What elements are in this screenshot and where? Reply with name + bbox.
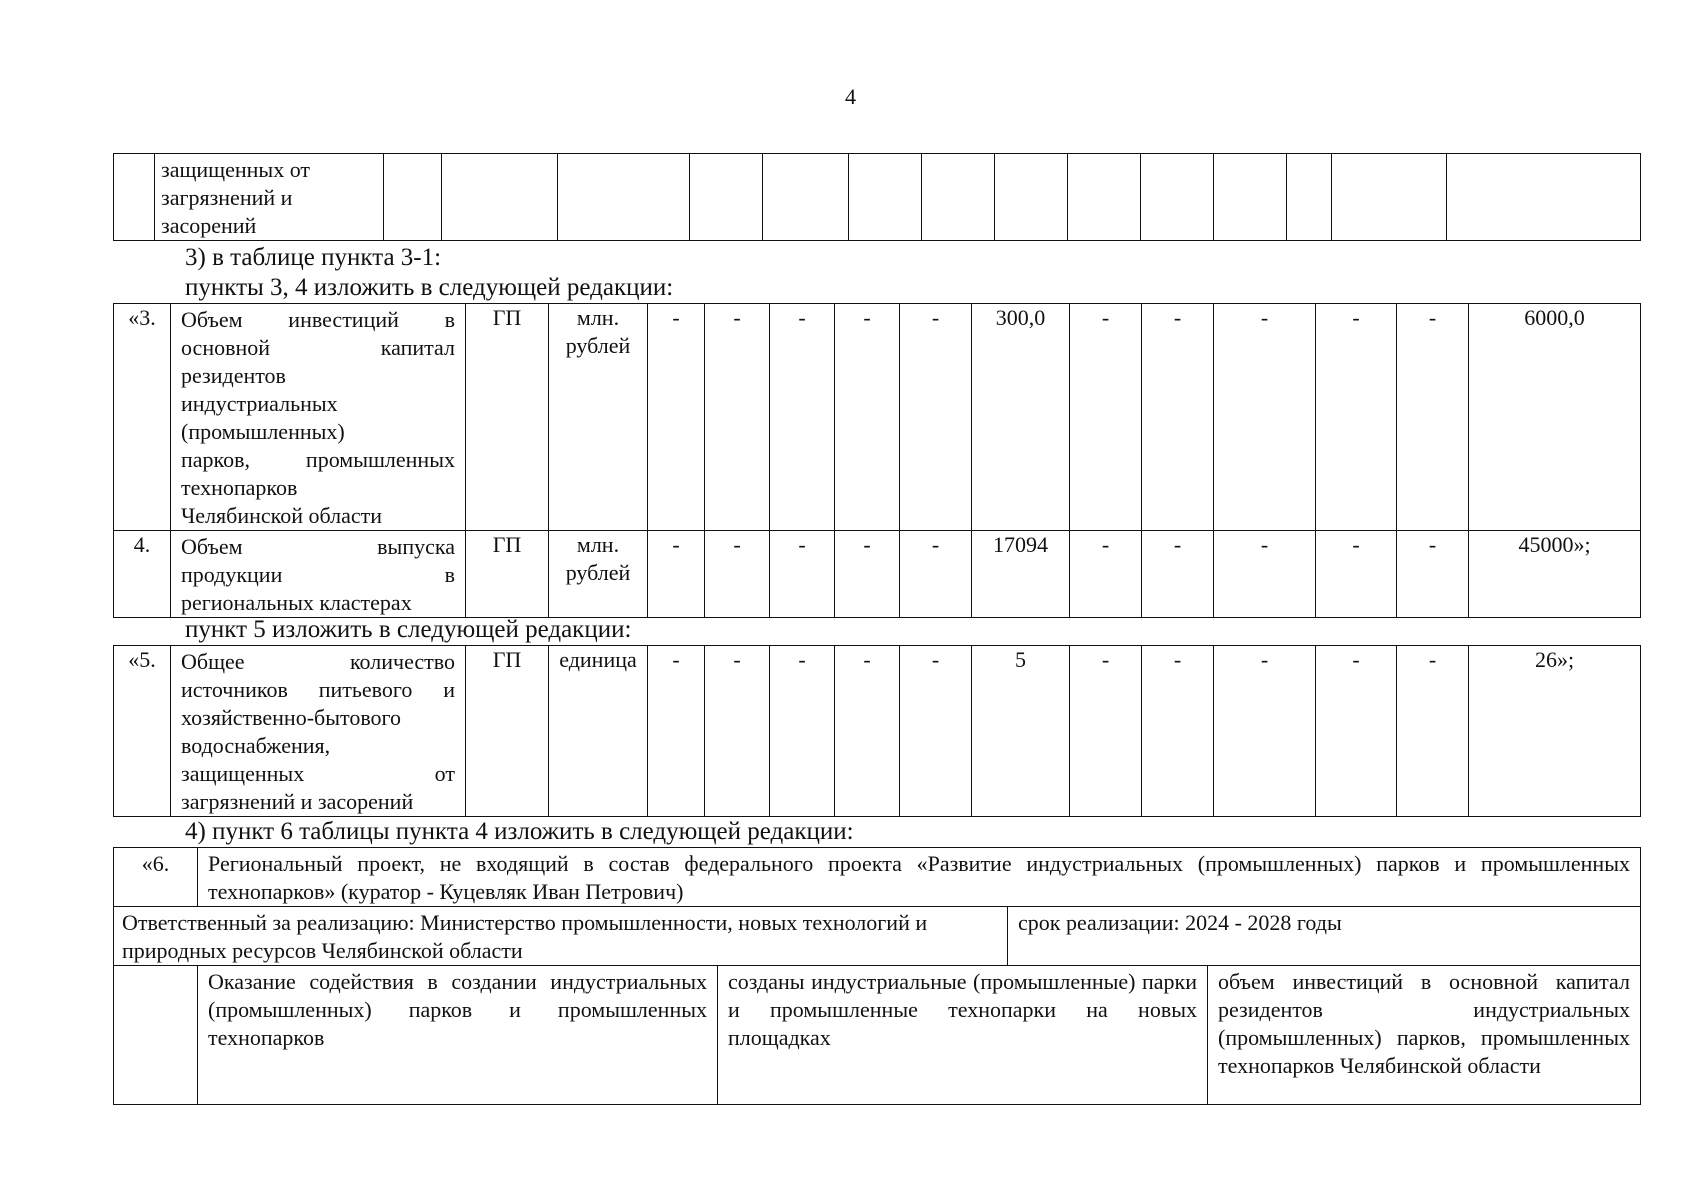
table-row bbox=[114, 646, 1641, 817]
row-number: «3. bbox=[114, 304, 171, 531]
final-value: 6000,0 bbox=[1469, 304, 1641, 531]
table-row bbox=[114, 907, 1641, 966]
name-line: Объем выпуска bbox=[181, 534, 455, 559]
instruction-point-6: 4) пункт 6 таблицы пункта 4 изложить в следующей редакции: bbox=[185, 818, 854, 845]
value-cell: - bbox=[1397, 646, 1469, 817]
result-cell bbox=[718, 966, 1208, 1105]
term-cell bbox=[1008, 907, 1641, 966]
table-row bbox=[114, 304, 1641, 531]
name-line: водоснабжения, bbox=[181, 733, 331, 758]
table-row bbox=[114, 531, 1641, 618]
value-cell: - bbox=[835, 531, 900, 618]
value-cell: - bbox=[1214, 646, 1316, 817]
fragment-line: защищенных от bbox=[161, 157, 311, 182]
responsible-cell bbox=[114, 907, 1008, 966]
value-cell: - bbox=[900, 531, 972, 618]
name-line: источников питьевого и bbox=[181, 677, 455, 702]
row-number: «5. bbox=[114, 646, 171, 817]
fragment-line: засорений bbox=[161, 213, 257, 238]
unit-line: рублей bbox=[565, 560, 631, 585]
name-line: (промышленных) bbox=[181, 419, 345, 444]
row-number: «6. bbox=[114, 848, 198, 907]
page-number: 4 bbox=[845, 84, 856, 109]
value-cell: 17094 bbox=[972, 531, 1070, 618]
fragment-line: загрязнений и bbox=[161, 185, 293, 210]
unit: единица bbox=[549, 646, 648, 817]
final-value: 45000»; bbox=[1469, 531, 1641, 618]
instruction-points-3-4: пункты 3, 4 изложить в следующей редакции: bbox=[185, 274, 674, 301]
indicator-cell bbox=[1208, 966, 1641, 1105]
value-cell: - bbox=[835, 646, 900, 817]
responsible-text: Ответственный за реализацию: Министерство промышленности, новых технологий и природных ресурсов Челябинской области bbox=[122, 910, 928, 963]
value-cell: - bbox=[1397, 531, 1469, 618]
instruction-point-5: пункт 5 изложить в следующей редакции: bbox=[185, 616, 632, 643]
indicator-text: объем инвестиций в основной капитал резидентов индустриальных (промышленных) парков, промышленных технопарков Челябинской области bbox=[1218, 969, 1630, 1078]
name-line: индустриальных bbox=[181, 391, 338, 416]
task-text: Оказание содействия в создании индустриальных (промышленных) парков и промышленных технопарков bbox=[208, 969, 707, 1050]
table-row-5 bbox=[113, 645, 1641, 817]
table-rows-3-4 bbox=[113, 303, 1641, 618]
value-cell: - bbox=[900, 304, 972, 531]
value-cell: - bbox=[1214, 304, 1316, 531]
indicator-name bbox=[171, 304, 466, 531]
value-cell: - bbox=[1142, 646, 1214, 817]
value-cell: - bbox=[1214, 531, 1316, 618]
value-cell: - bbox=[648, 531, 705, 618]
value-cell: - bbox=[705, 531, 770, 618]
fragment-name-cell bbox=[155, 154, 384, 241]
value-cell: 300,0 bbox=[972, 304, 1070, 531]
value-cell: - bbox=[1397, 304, 1469, 531]
value-cell: - bbox=[1316, 646, 1397, 817]
name-line: технопарков bbox=[181, 475, 298, 500]
name-line: Общее количество bbox=[181, 649, 455, 674]
value-cell: - bbox=[1142, 304, 1214, 531]
name-line: резидентов bbox=[181, 363, 286, 388]
project-text: Региональный проект, не входящий в состав федерального проекта «Развитие индустриальных (промышленных) парков и промышленных технопарков» (куратор - Куцевляк Иван Петрович) bbox=[208, 851, 1630, 904]
value-cell: - bbox=[1070, 646, 1142, 817]
name-line: парков, промышленных bbox=[181, 447, 455, 472]
final-value: 26»; bbox=[1469, 646, 1641, 817]
value-cell: - bbox=[1070, 531, 1142, 618]
value-cell: - bbox=[900, 646, 972, 817]
task-cell bbox=[198, 966, 718, 1105]
table-row bbox=[114, 848, 1641, 907]
indicator-type: ГП bbox=[466, 531, 549, 618]
unit-line: рублей bbox=[565, 333, 631, 358]
value-cell: - bbox=[1142, 531, 1214, 618]
value-cell: - bbox=[648, 646, 705, 817]
term-text: срок реализации: 2024 - 2028 годы bbox=[1018, 910, 1342, 935]
name-line: хозяйственно-бытового bbox=[181, 705, 402, 730]
result-text: созданы индустриальные (промышленные) парки и промышленные технопарки на новых площадках bbox=[728, 969, 1197, 1050]
name-line: загрязнений и засорений bbox=[181, 789, 414, 814]
name-line: Объем инвестиций в bbox=[181, 307, 455, 332]
indicator-name bbox=[171, 531, 466, 618]
value-cell: - bbox=[648, 304, 705, 531]
value-cell: - bbox=[1070, 304, 1142, 531]
unit-line: млн. bbox=[576, 532, 620, 557]
empty-cell bbox=[114, 966, 198, 1105]
value-cell: - bbox=[770, 646, 835, 817]
table-row bbox=[114, 966, 1641, 1105]
unit bbox=[549, 531, 648, 618]
project-title bbox=[198, 848, 1641, 907]
fragment-table bbox=[113, 153, 1641, 241]
value-cell: - bbox=[1316, 531, 1397, 618]
name-line: региональных кластерах bbox=[181, 590, 412, 615]
value-cell: - bbox=[1316, 304, 1397, 531]
value-cell: - bbox=[835, 304, 900, 531]
instruction-3-1: 3) в таблице пункта 3-1: bbox=[185, 244, 442, 271]
value-cell: - bbox=[705, 304, 770, 531]
name-line: продукции в bbox=[181, 562, 455, 587]
value-cell: - bbox=[770, 531, 835, 618]
name-line: основной капитал bbox=[181, 335, 455, 360]
indicator-type: ГП bbox=[466, 304, 549, 531]
name-line: Челябинской области bbox=[181, 503, 383, 528]
value-cell: - bbox=[705, 646, 770, 817]
row-number: 4. bbox=[114, 531, 171, 618]
name-line: защищенных от bbox=[181, 761, 455, 786]
unit bbox=[549, 304, 648, 531]
unit-line: млн. bbox=[576, 305, 620, 330]
table-point-6 bbox=[113, 847, 1641, 1105]
value-cell: 5 bbox=[972, 646, 1070, 817]
value-cell: - bbox=[770, 304, 835, 531]
indicator-type: ГП bbox=[466, 646, 549, 817]
indicator-name bbox=[171, 646, 466, 817]
